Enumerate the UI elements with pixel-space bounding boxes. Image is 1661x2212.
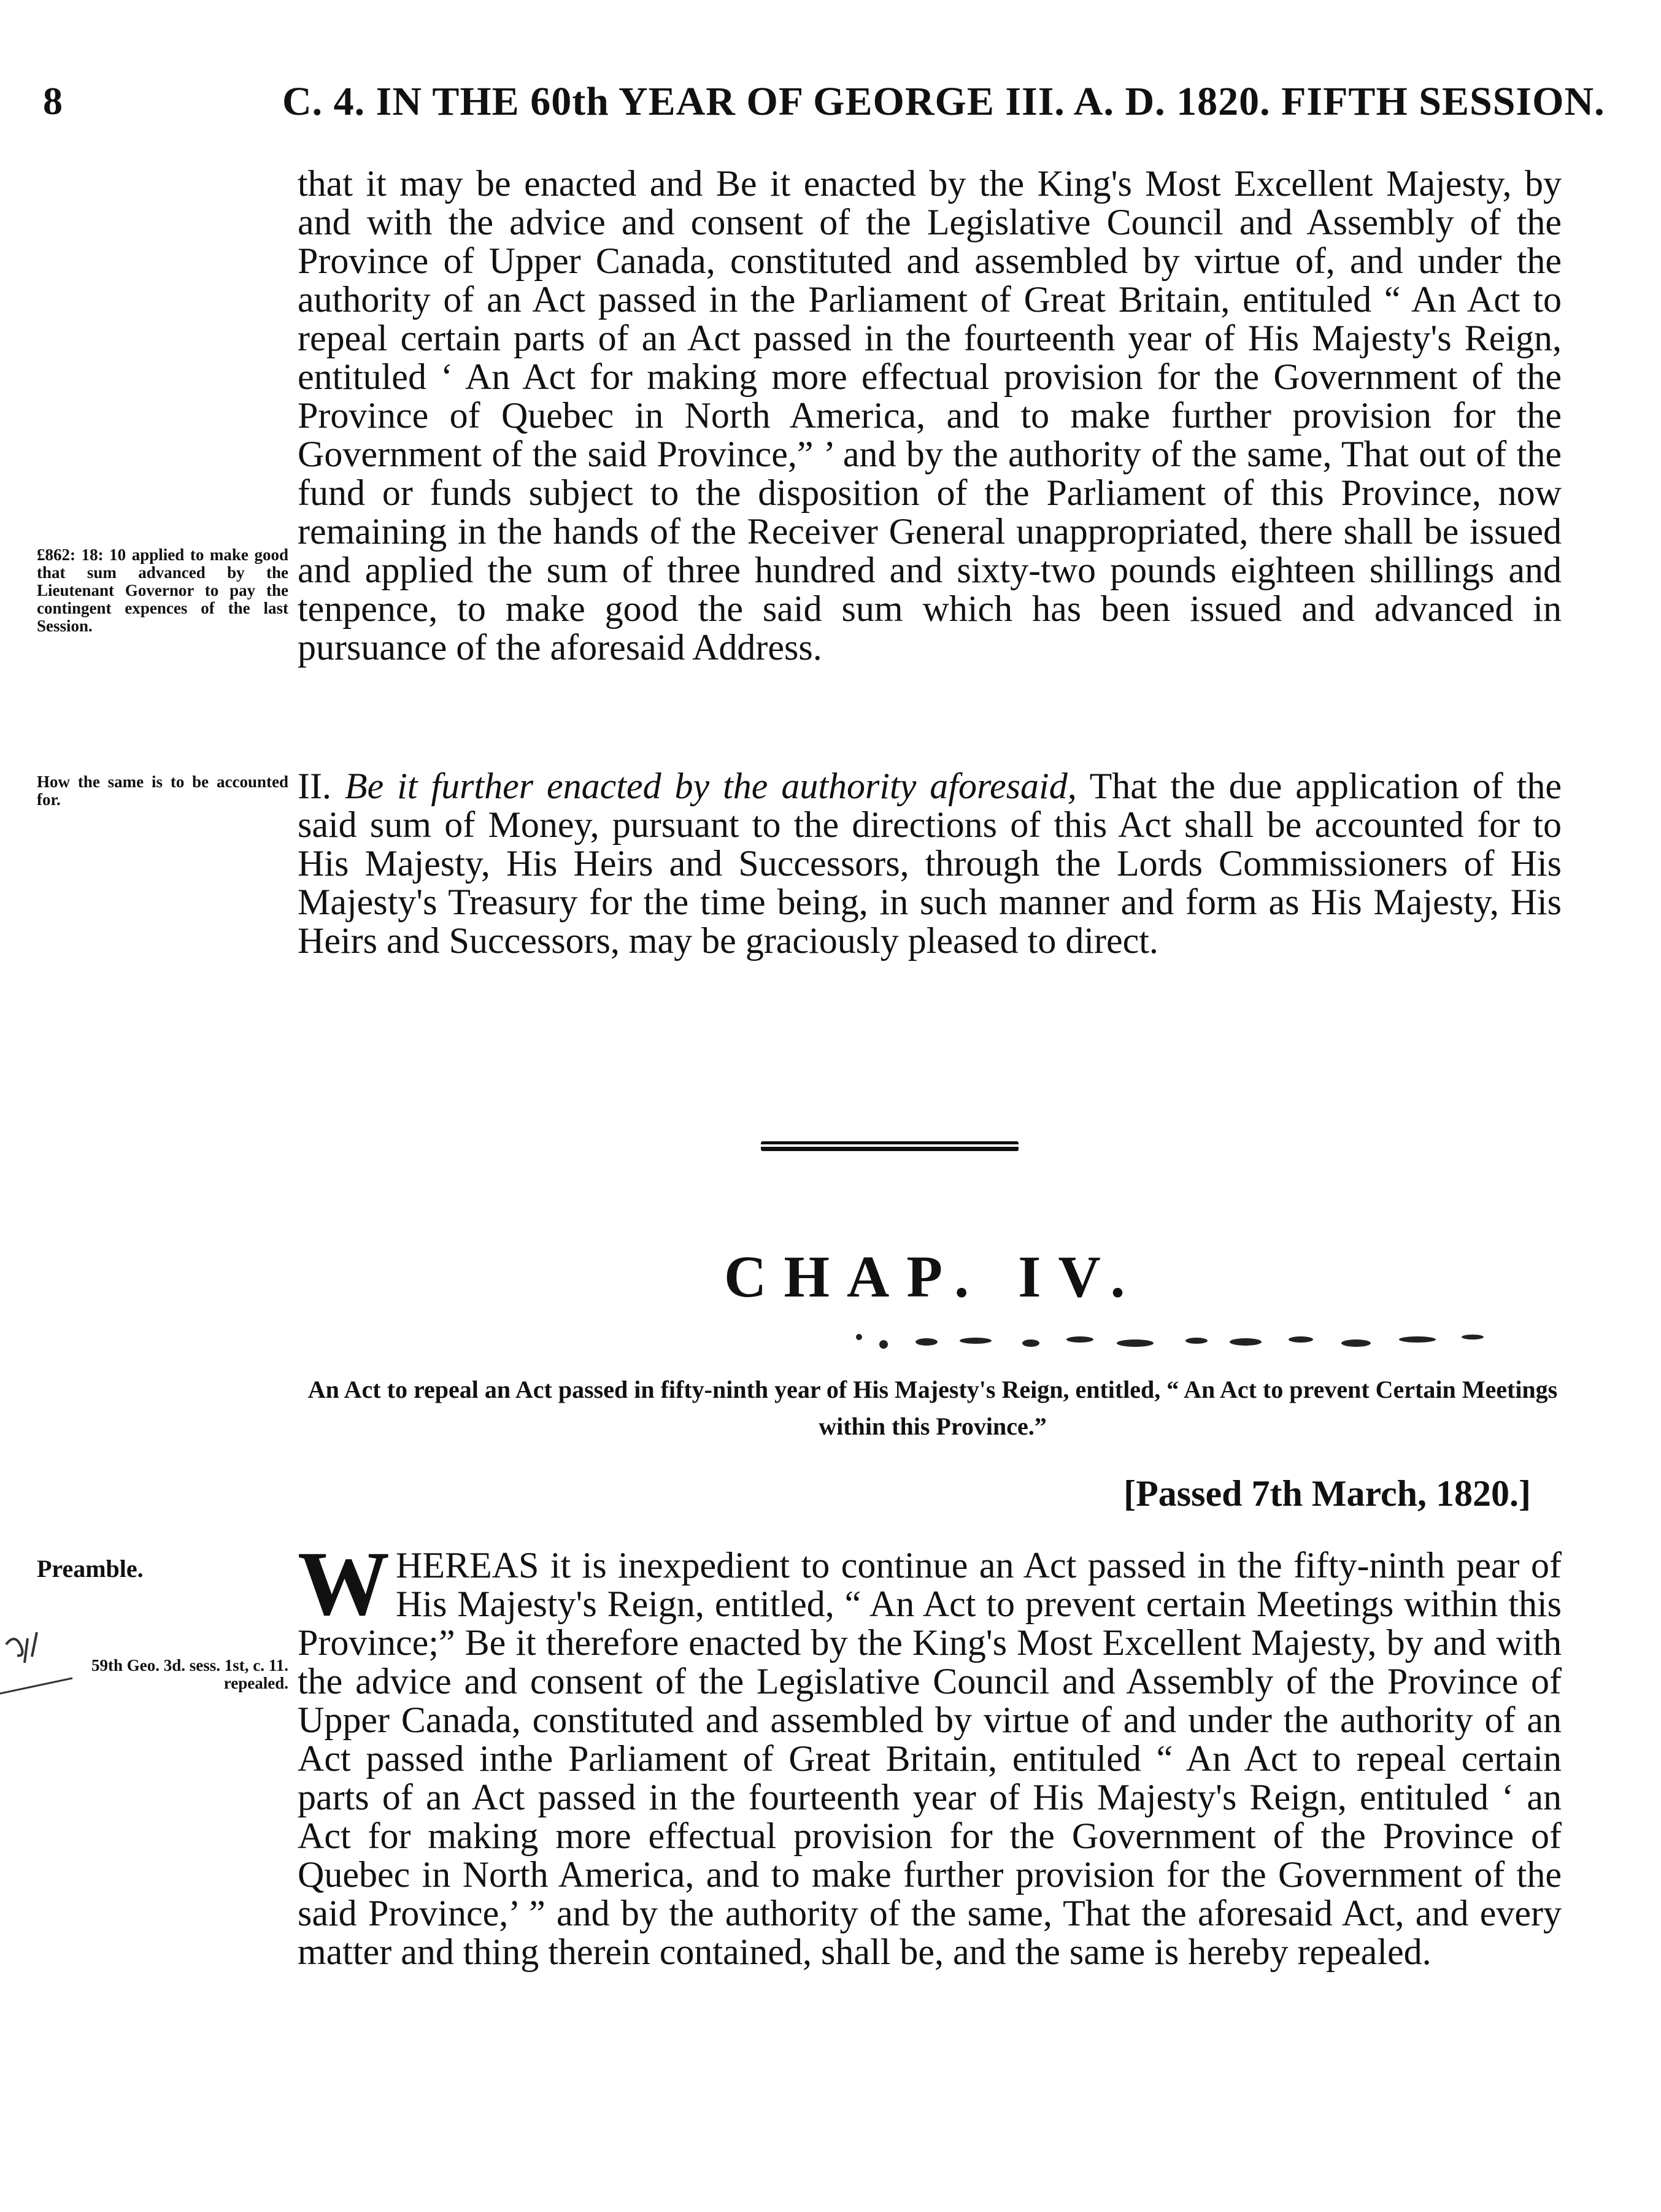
section-number: II. [298,766,331,806]
enacting-phrase: Be it further enacted by the authority aforesaid, [344,766,1077,806]
side-note-appropriation: £862: 18: 10 applied to make good that sum advanced by the Lieutenant Governor to pay the contingent expences of the last Session. [37,545,288,635]
page-number: 8 [43,79,63,123]
running-head: C. 4. IN THE 60th YEAR OF GEORGE III. A. D. 1820. FIFTH SESSION. [282,79,1605,124]
side-note-repeal: 59th Geo. 3d. sess. 1st, c. 11. repealed. [91,1656,288,1692]
section-one-paragraph: that it may be enacted and Be it enacted by the King's Most Excellent Majesty, by and with the advice and consent of the Legislative Council and Assembly of the Province of Upper Canada, constituted and assembled by virtue of, and under the authority of an Act passed in the Parliament of Great Britain, entituled “ An Act to repeal certain parts of an Act passed in the fourteenth year of His Majesty's Reign, entituled ‘ An Act for making more effectual provision for the Government of the Province of Quebec in North America, and to make further provision for the Government of the said Province,” ’ and by the authority of the same, That out of the fund or funds subject to the disposition of the Parliament of this Province, now remaining in the hands of the Receiver General unappropriated, there shall be issued and applied the sum of three hundred and sixty-two pounds eighteen shillings and tenpence, to make good the said sum which has been issued and advanced in pursuance of the aforesaid Address. [298,163,1562,668]
act-subtitle: An Act to repeal an Act passed in fifty-ninth year of His Majesty's Reign, entitled, “ An Act to prevent Certain Meetings within this Province.” [307,1376,1558,1440]
chapter-title: CHAP. IV. [724,1244,1143,1309]
side-note-preamble: Preamble. [37,1555,144,1582]
section-divider-rule-highlight [761,1144,1019,1147]
passed-date: [Passed 7th March, 1820.] [1123,1473,1531,1514]
ink-smudge [847,1328,1497,1353]
side-note-accounting: How the same is to be accounted for. [37,773,288,809]
chapter-body-text: HEREAS it is inexpedient to continue an Act passed in the fifty-ninth pear of His Majesty's Reign, entitled, “ An Act to prevent certain Meetings within this Province;” Be it therefore enacted by the King's Most Excellent Majesty, by and with the advice and consent of the Legislative Council and Assembly of the Province of Upper Canada, constituted and assembled by virtue of and under the authority of an Act passed inthe Parliament of Great Britain, entituled “ An Act to repeal certain parts of an Act passed in the fourteenth year of His Majesty's Reign, entituled ‘ an Act for making more effectual provision for the Government of the Province of Quebec in North America, and to make further provision for the Government of the said Province,’ ” and by the authority of the same, That the aforesaid Act, and every matter and thing therein contained, shall be, and the same is hereby repealed. [298,1545,1562,1972]
section-two-paragraph [298,767,1562,960]
section-two-body: That the due application of the said sum of Money, pursuant to the directions of this Act shall be accounted for to His Majesty, His Heirs and Successors, through the Lords Commissioners of His Majesty's Treasury for the time being, in such manner and form as His Majesty, His Heirs and Successors, may be graciously pleased to direct. [298,766,1562,961]
drop-cap: W [298,1533,390,1635]
chapter-body [298,1533,1562,1972]
